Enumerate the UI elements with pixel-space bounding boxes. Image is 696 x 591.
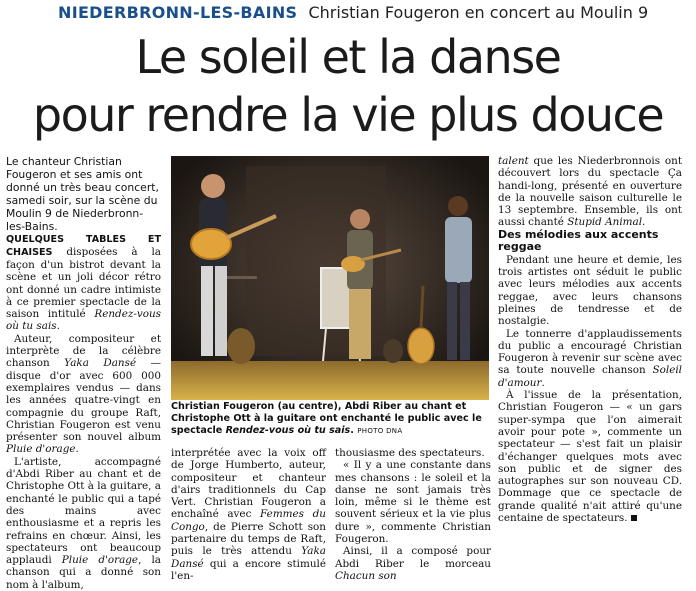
song-title: talent bbox=[498, 155, 529, 167]
song-title: Femmes du Congo bbox=[171, 508, 326, 533]
text-run: , de Pierre Schott son partenaire du temps de Raft, puis le très attendu bbox=[171, 520, 326, 558]
text-run: Le tonnerre d'applaudissements du public a encouragé Christian Fougeron à revenir sur scène avec sa toute nouvelle chanson bbox=[498, 327, 682, 377]
col4-paragraph-3 bbox=[498, 328, 682, 389]
text-run: que les Niederbronnois ont découvert lors du spectacle Ça handi-long, présenté en ouverture de la nouvelle saison culturelle le 13 septembre. Ensemble, ils ont aussi chanté bbox=[498, 155, 682, 229]
article-column-2 bbox=[171, 447, 326, 582]
text-run: disposées à la façon d'un bistrot devant la scène et un joli décor rétro ont donné un cadre intimiste à ce premier spectacle de la saison intitulé bbox=[6, 246, 161, 321]
song-title: Yaka Dansé bbox=[64, 357, 137, 370]
caption-show-title: Rendez-vous où tu sais bbox=[225, 425, 351, 436]
caption-text: Christian Fougeron (au centre), Abdi Riber au chant et Christophe Ott à la guitare ont enchanté le public avec le spectacle bbox=[171, 401, 482, 436]
col1-paragraph-1 bbox=[6, 233, 161, 333]
col2-paragraph bbox=[171, 447, 326, 582]
text-run: . bbox=[75, 443, 79, 456]
section-subhead: Des mélodies aux accents reggae bbox=[498, 227, 659, 254]
concert-photo-illustration bbox=[171, 156, 489, 400]
text-run: . bbox=[642, 216, 646, 229]
section-head: QUELQUES TABLES ET CHAISES bbox=[6, 234, 161, 258]
caption-text: . bbox=[350, 425, 354, 436]
article-column-4 bbox=[498, 155, 682, 524]
headline-line-2: pour rendre la vie plus douce bbox=[32, 88, 664, 142]
col4-paragraph-4 bbox=[498, 389, 682, 524]
text-run: Auteur, compositeur et interprète de la célèbre chanson bbox=[6, 332, 161, 370]
text-run: interprétée avec la voix off de Jorge Humberto, auteur, compositeur et chanteur d'airs traditionnels du Cap Vert. Christian Fougeron a enchaîné avec bbox=[171, 447, 326, 521]
headline-line-1: Le soleil et la danse bbox=[135, 30, 561, 84]
concert-photo bbox=[171, 156, 489, 400]
song-title: Pluie d'orage bbox=[61, 554, 139, 567]
end-of-article-mark bbox=[631, 515, 637, 521]
text-run: — disque d'or avec 600 000 exemplaires vendus — dans les années quatre-vingt en compagnie du groupe Raft, Christian Fougeron est venu présenter son nouvel album bbox=[6, 357, 161, 444]
show-title: Rendez-vous où tu sais bbox=[6, 308, 161, 333]
col3-paragraph-1: thousiasme des spectateurs. bbox=[335, 447, 485, 459]
col4-paragraph-2: Pendant une heure et demie, les trois artistes ont séduit le public avec leurs mélodies aux accents reggae, avec leurs chansons pleines de tendresse et de nostalgie. bbox=[498, 253, 682, 328]
article-column-3 bbox=[335, 447, 491, 582]
text-run: Ainsi, il a composé pour Abdi Riber le morceau bbox=[335, 545, 491, 570]
photo-credit: PHOTO DNA bbox=[357, 427, 403, 435]
text-run: . bbox=[56, 320, 60, 333]
song-title: Stupid Animal bbox=[567, 216, 643, 229]
kicker-subtitle: Christian Fougeron en concert au Moulin 9 bbox=[308, 3, 649, 22]
text-run: À l'issue de la présentation, Christian Fougeron — « un gars super-sympa que l'on aimerait avoir pour pote », commente un spectateur — s'est fait un plaisir d'échanger quelques mots avec son public et de signer des autographes sur son nouveau CD. Dommage que ce spectacle de grande qualité n'ait attiré qu'une centaine de spectateurs. bbox=[498, 389, 682, 525]
col1-paragraph-2 bbox=[6, 333, 161, 456]
text-run: qui a encore stimulé l'en- bbox=[171, 557, 326, 582]
text-run: L'artiste, accompagné d'Abdi Riber au chant et de Christophe Ott à la guitare, a enchanté le public qui a tapé des mains avec enthousiasme et a repris les refrains en chœur. Ainsi, les spectateurs ont beaucoup applaudi bbox=[6, 455, 161, 567]
song-title: Yaka Dansé bbox=[171, 545, 326, 570]
kicker bbox=[14, 3, 684, 23]
col4-paragraph-1 bbox=[498, 155, 682, 229]
song-title: Soleil d'amour bbox=[498, 364, 682, 389]
article-lead: Le chanteur Christian Fougeron et ses amis ont donné un très beau concert, samedi soir, sur la scène du Moulin 9 de Niederbronn-les-Bains. bbox=[6, 155, 159, 233]
photo-caption bbox=[171, 401, 491, 437]
text-run: . bbox=[541, 376, 545, 389]
song-title: Chacun son bbox=[335, 569, 397, 582]
col3-paragraph-3 bbox=[335, 545, 491, 582]
kicker-location: NIEDERBRONN-LES-BAINS bbox=[58, 3, 298, 22]
col3-paragraph-2: « Il y a une constante dans mes chansons : le soleil et la danse ne sont jamais très loin, même si le thème est souvent sérieux et la vie plus dure », commente Christian Fougeron. bbox=[335, 459, 491, 546]
album-title: Pluie d'orage bbox=[6, 443, 76, 456]
text-run: , la chanson qui a donné son nom à l'album, bbox=[6, 554, 161, 591]
article-column-1 bbox=[6, 155, 161, 591]
